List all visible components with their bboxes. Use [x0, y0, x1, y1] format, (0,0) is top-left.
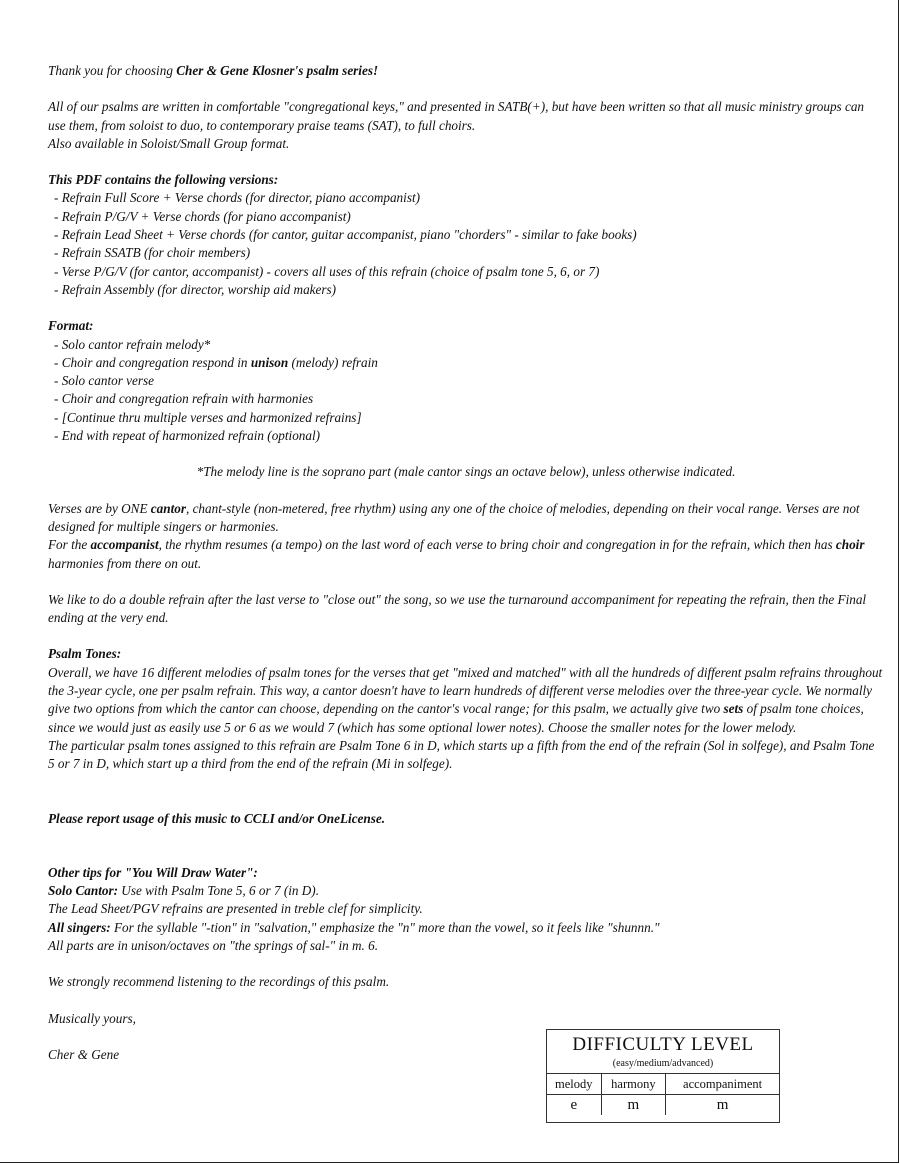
list-item: - Refrain Lead Sheet + Verse chords (for cantor, guitar accompanist, piano "chorders" - similar to fake books)	[54, 227, 637, 243]
list-item: - Refrain Full Score + Verse chords (for director, piano accompanist)	[54, 190, 421, 206]
list-item: - Choir and congregation refrain with harmonies	[54, 391, 314, 407]
availability-note: Also available in Soloist/Small Group format.	[48, 135, 290, 151]
psalm-tones-paragraph: Overall, we have 16 different melodies of psalm tones for the verses that get "mixed and matched" with all the hundreds of different psalm refrains throughout the 3-year cycle, one per psalm refrain. This way, a cantor doesn't have to learn hundreds of different verse melodies over the three-year cycle. We normally give two options from which the cantor can choose, depending on the cantor's vocal range; for this psalm, we actually give two sets of psalm tone choices, since we would just as easily use 5 or 6 as we would 7 (which has some optional lower notes). Choose the smaller notes for the lower melody.	[48, 664, 883, 735]
all-singers-tip: All singers: For the syllable "-tion" in "salvation," emphasize the "n" more than the vowel, so it feels like "shunnn."	[48, 919, 660, 935]
series-name: Cher & Gene Klosner's psalm series!	[176, 63, 379, 78]
list-item: - Solo cantor verse	[54, 373, 154, 389]
list-item: - Verse P/G/V (for cantor, accompanist) - covers all uses of this refrain (choice of psalm tone 5, 6, or 7)	[54, 263, 600, 279]
format-heading: Format:	[48, 318, 94, 334]
list-item: - Choir and congregation respond in unison (melody) refrain	[54, 354, 378, 370]
report-notice: Please report usage of this music to CCLI and/or OneLicense.	[48, 810, 386, 826]
list-item: - Refrain P/G/V + Verse chords (for piano accompanist)	[54, 208, 351, 224]
keys-paragraph: All of our psalms are written in comfortable "congregational keys," and presented in SATB(+), but have been written so that all music ministry groups can use them, from soloist to duo, to contemporary praise teams (SAT), to full choirs.	[48, 99, 865, 133]
accompanist-paragraph: For the accompanist, the rhythm resumes (a tempo) on the last word of each verse to bring choir and congregation in for the refrain, which then has choir harmonies from there on out.	[48, 537, 865, 571]
document-body	[48, 62, 884, 1064]
table-row	[547, 1095, 779, 1116]
psalm-tones-heading: Psalm Tones:	[48, 646, 122, 662]
difficulty-table	[547, 1073, 779, 1115]
list-item: - End with repeat of harmonized refrain (optional)	[54, 428, 321, 444]
difficulty-level-box	[546, 1029, 780, 1123]
list-item: - [Continue thru multiple verses and harmonized refrains]	[54, 409, 362, 425]
accompaniment-header: accompaniment	[666, 1074, 779, 1095]
unison-tip: All parts are in unison/octaves on "the springs of sal-" in m. 6.	[48, 937, 379, 953]
thanks-line: Thank you for choosing Cher & Gene Klosner's psalm series!	[48, 63, 379, 78]
melody-footnote: *The melody line is the soprano part (male cantor sings an octave below), unless otherwise indicated.	[196, 464, 736, 480]
solo-cantor-tip: Solo Cantor: Use with Psalm Tone 5, 6 or 7 (in D).	[48, 883, 319, 899]
table-row	[547, 1074, 779, 1095]
double-refrain-paragraph: We like to do a double refrain after the last verse to "close out" the song, so we use the turnaround accompaniment for repeating the refrain, then the Final ending at the very end.	[48, 591, 867, 626]
accompaniment-value: m	[666, 1095, 779, 1116]
melody-header: melody	[547, 1074, 601, 1095]
difficulty-title: DIFFICULTY LEVEL	[572, 1034, 754, 1055]
list-item: - Refrain SSATB (for choir members)	[54, 245, 251, 261]
verses-paragraph: Verses are by ONE cantor, chant-style (non-metered, free rhythm) using any one of the choice of melodies, depending on their vocal range. Verses are not designed for multiple singers or harmonies.	[48, 500, 860, 534]
list-item: - Solo cantor refrain melody*	[54, 336, 211, 352]
difficulty-subtitle: (easy/medium/advanced)	[612, 1058, 714, 1069]
recommendation: We strongly recommend listening to the recordings of this psalm.	[48, 974, 390, 990]
harmony-value: m	[601, 1095, 666, 1116]
melody-value: e	[547, 1095, 601, 1116]
harmony-header: harmony	[601, 1074, 666, 1095]
psalm-tones-assignment: The particular psalm tones assigned to this refrain are Psalm Tone 6 in D, which starts up a fifth from the end of the refrain (Sol in solfege), and Psalm Tone 5 or 7 in D, which start up a third from the end of the refrain (Mi in solfege).	[48, 737, 875, 772]
signature-names: Cher & Gene	[48, 1046, 120, 1062]
list-item: - Refrain Assembly (for director, worship aid makers)	[54, 281, 337, 297]
versions-heading: This PDF contains the following versions:	[48, 172, 279, 188]
signoff: Musically yours,	[48, 1010, 136, 1026]
tips-heading: Other tips for "You Will Draw Water":	[48, 864, 258, 880]
lead-sheet-tip: The Lead Sheet/PGV refrains are presented in treble clef for simplicity.	[48, 901, 423, 917]
format-list	[48, 336, 884, 446]
versions-list	[48, 189, 884, 299]
